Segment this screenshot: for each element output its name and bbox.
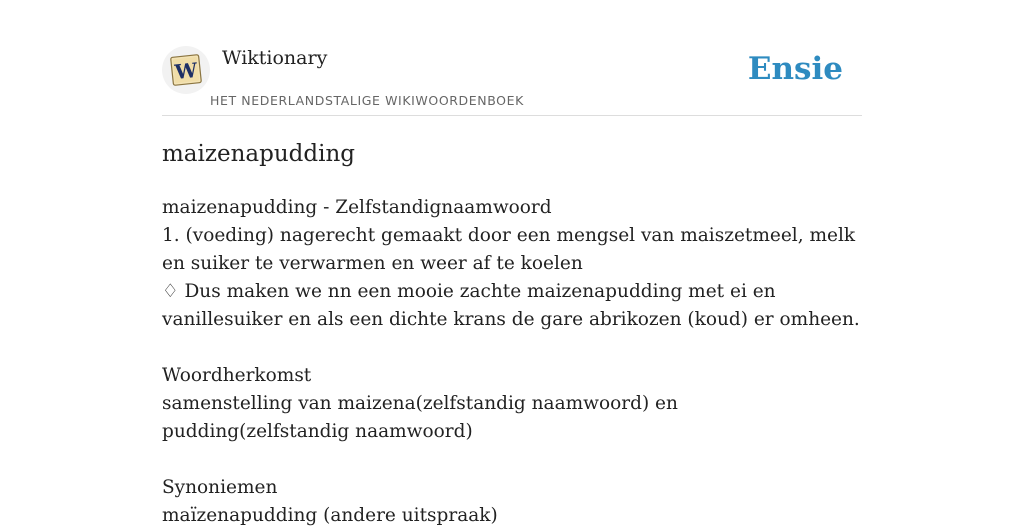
site-header — [162, 0, 862, 116]
page-title: maizenapudding — [162, 141, 356, 167]
etymology-heading: Woordherkomst — [162, 365, 312, 386]
logo-letter: W — [173, 57, 199, 85]
brand-logo-link[interactable]: Ensie — [747, 51, 843, 87]
site-tagline: HET NEDERLANDSTALIGE WIKIWOORDENBOEK — [210, 93, 524, 108]
site-name-link[interactable]: Wiktionary — [222, 47, 328, 69]
dictionary-entry — [162, 194, 862, 530]
main-content — [162, 116, 862, 530]
spacer — [162, 446, 862, 474]
synonyms-heading: Synoniemen — [162, 477, 278, 498]
headword-line: maizenapudding - Zelfstandignaamwoord — [162, 197, 552, 218]
synonyms-text: maïzenapudding (andere uitspraak) — [162, 505, 498, 526]
definition-text: 1. (voeding) nagerecht gemaakt door een mengsel van maiszetmeel, melk en suiker te verwarmen en weer af te koelen — [162, 225, 856, 274]
example-sentence: ♢ Dus maken we nn een mooie zachte maizenapudding met ei en vanillesuiker en als een dichte krans de gare abrikozen (koud) er omheen. — [162, 281, 860, 330]
etymology-text: samenstelling van maizena(zelfstandig naamwoord) en pudding(zelfstandig naamwoord) — [162, 393, 678, 442]
spacer — [162, 334, 862, 362]
wiktionary-tile-icon — [169, 53, 203, 87]
wiktionary-logo[interactable] — [162, 46, 210, 94]
page-container — [162, 0, 862, 526]
